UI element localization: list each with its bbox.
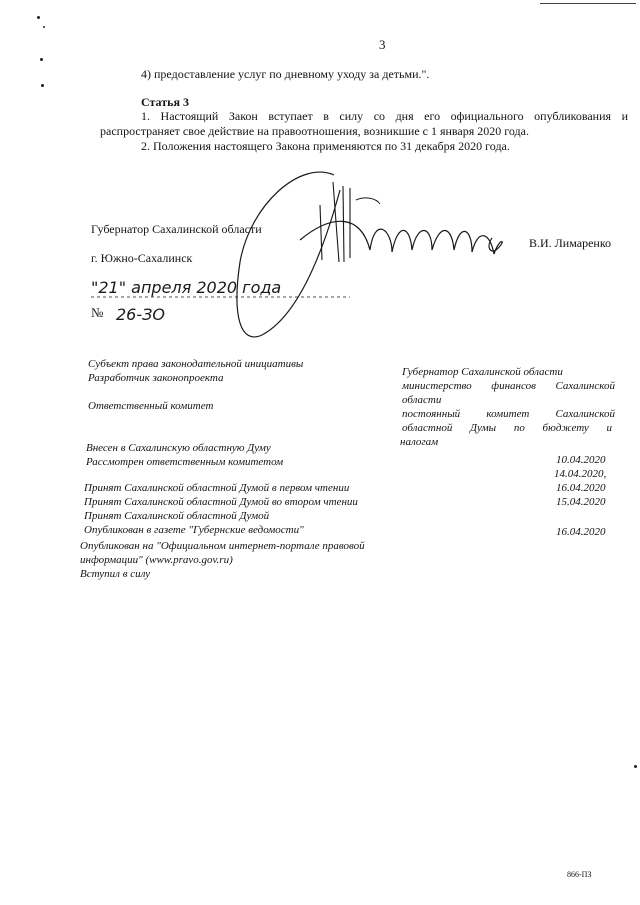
governor-title: Губернатор Сахалинской области (91, 222, 262, 236)
article-heading: Статья 3 (141, 95, 189, 109)
registry-value: областной Думы по бюджету и (402, 422, 612, 434)
article-p2: 2. Положения настоящего Закона применяются по 31 декабря 2020 года. (141, 139, 510, 153)
registry-date: 10.04.2020 (556, 454, 606, 466)
item-4-text: 4) предоставление услуг по дневному уходу за детьми.". (141, 67, 430, 81)
registry-date: 16.04.2020 (556, 526, 606, 538)
registry-label: Субъект права законодательной инициативы (88, 358, 304, 370)
registry-date: 14.04.2020, (554, 468, 607, 480)
registry-label: Вступил в силу (80, 568, 151, 580)
registry-label: Ответственный комитет (88, 400, 214, 412)
registry-date: 16.04.2020 (556, 482, 606, 494)
city-name: г. Южно-Сахалинск (91, 251, 193, 265)
registry-label: информации" (www.pravo.gov.ru) (80, 554, 233, 566)
registry-value: постоянный комитет Сахалинской (402, 408, 615, 420)
article-p1-line2: распространяет свое действие на правоотношения, возникшие с 1 января 2020 года. (100, 124, 529, 138)
registry-label: Принят Сахалинской областной Думой (84, 510, 270, 522)
registry-label: Разработчик законопроекта (88, 372, 224, 384)
registry-label: Внесен в Сахалинскую областную Думу (86, 442, 271, 454)
registry-label: Рассмотрен ответственным комитетом (86, 456, 284, 468)
number-handwritten: 26-ЗО (116, 305, 165, 324)
registry-value: министерство финансов Сахалинской (402, 380, 615, 392)
footer-code: 866-ПЗ (567, 870, 592, 879)
registry-label: Опубликован на "Официальном интернет-портале правовой (80, 540, 365, 552)
governor-name: В.И. Лимаренко (529, 236, 612, 250)
date-handwritten: "21" апреля 2020 года (91, 278, 282, 297)
article-p1-line1: 1. Настоящий Закон вступает в силу со дня его официального опубликования и (141, 109, 628, 123)
registry-label: Принят Сахалинской областной Думой в первом чтении (84, 482, 350, 494)
registry-value: налогам (400, 436, 439, 448)
registry-date: 15.04.2020 (556, 496, 606, 508)
registry-label: Принят Сахалинской областной Думой во втором чтении (84, 496, 358, 508)
registry-label: Опубликован в газете "Губернские ведомости" (84, 524, 304, 536)
number-prefix: № (91, 305, 104, 320)
registry-value: Губернатор Сахалинской области (402, 366, 563, 378)
page-number: 3 (379, 37, 386, 52)
registry-value: области (402, 394, 442, 406)
